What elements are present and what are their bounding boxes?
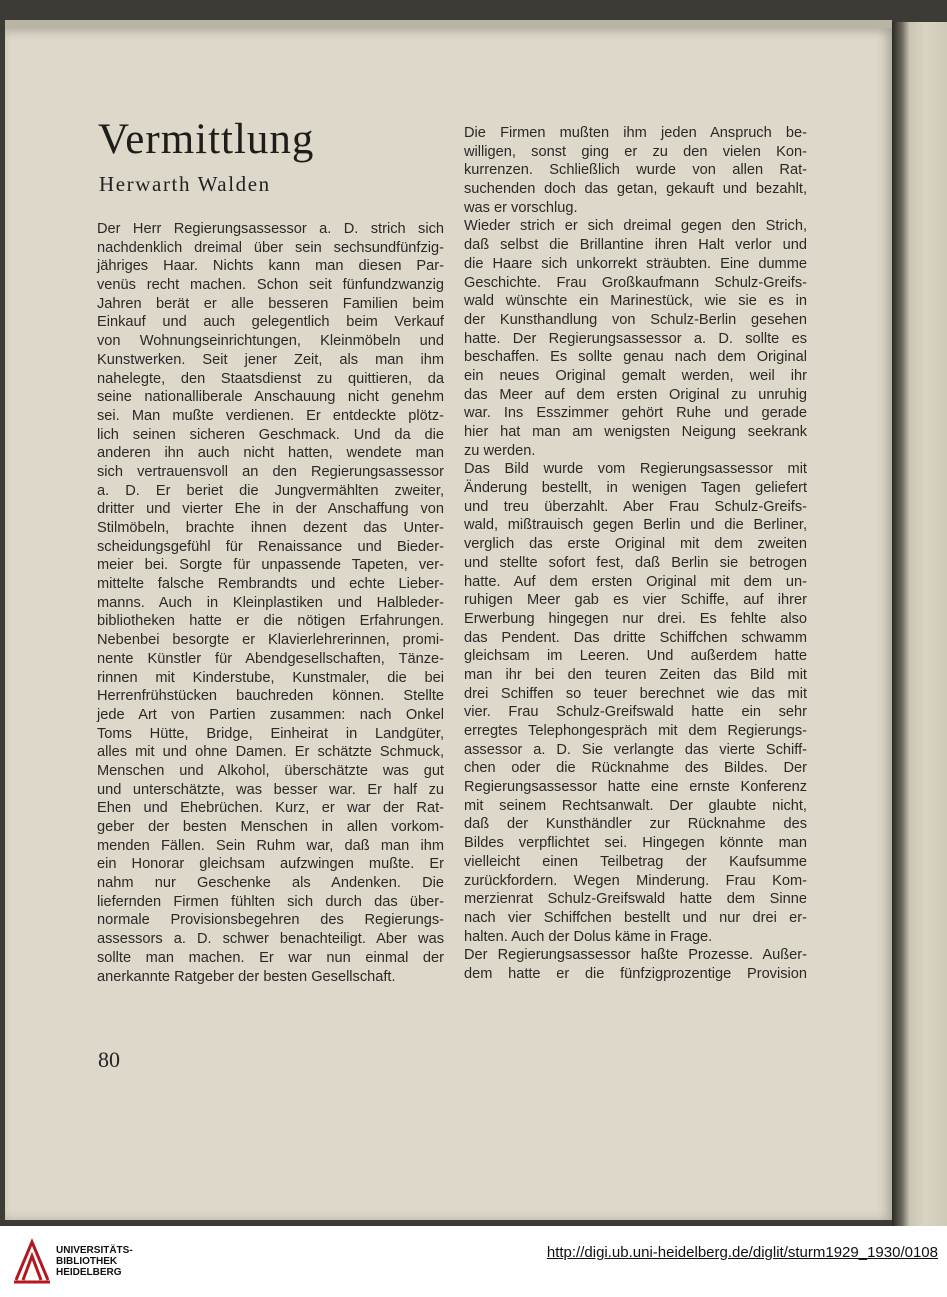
text-line: geber der besten Menschen in allen vorkom- — [97, 819, 444, 835]
text-line: wald, mißtrauisch gegen Berlin und die Berliner, — [464, 517, 807, 534]
text-line: manns. Auch in Kleinplastiken und Halbleder- — [97, 594, 444, 611]
article-title: Vermittlung — [98, 116, 315, 163]
text-line: nahelegte, den Staatsdienst zu quittieren, da — [97, 370, 444, 387]
text-line: Das Bild wurde vom Regierungsassessor mit — [464, 461, 807, 478]
text-line: dem hatte er die fünfzigprozentige Provision — [464, 965, 807, 982]
footer-bar — [0, 1226, 947, 1297]
text-line: kurrenzen. Schließlich wurde von allen Rat- — [464, 162, 807, 179]
text-line: dritter und vierter Ehe in der Anschaffung von — [97, 501, 444, 518]
text-line: anerkannte Ratgeber der besten Gesellschaft. — [97, 968, 396, 985]
text-line: lich seinen sicheren Geschmack. Und da die — [97, 426, 444, 443]
text-line: Regierungsassessor hatte eine ernste Konferenz — [464, 779, 807, 796]
text-line: was er vorschlug. — [464, 199, 578, 216]
text-line: chen oder die Rücknahme des Bildes. Der — [464, 760, 807, 777]
text-line: Menschen und Alkohol, überschätzte was gut — [97, 762, 444, 779]
text-line: menden Fällen. Sein Ruhm war, daß man ihm — [97, 837, 444, 854]
text-line: nach vier Schiffchen bestellt und nur drei er- — [464, 909, 807, 926]
text-line: alles mit und ohne Damen. Er schätzte Schmuck, — [97, 744, 444, 761]
text-line: zu werden. — [464, 442, 536, 459]
text-line: jähriges Haar. Nichts kann man diesen Par- — [97, 258, 444, 275]
text-line: war. Ins Esszimmer gehört Ruhe und gerade — [464, 405, 807, 422]
text-line: wald wünschte ein Marinestück, wie sie es in — [464, 293, 807, 310]
text-line: Toms Hütte, Bridge, Einheirat in Landgüter, — [97, 725, 444, 742]
book-gutter-edge — [892, 22, 947, 1226]
text-line: der Kunsthandlung von Schulz-Berlin gesehen — [464, 311, 807, 328]
library-name-line: BIBLIOTHEK — [56, 1256, 118, 1267]
text-line: normale Provisionsbegehren des Regierungs- — [97, 912, 444, 929]
text-line: hier hat man am wenigsten Neigung seekrank — [464, 424, 807, 440]
text-line: Die Firmen mußten ihm jeden Anspruch be- — [464, 125, 807, 141]
university-library-logo-icon — [12, 1236, 52, 1284]
text-line: halten. Auch der Dolus käme in Frage. — [464, 928, 713, 945]
text-line: assessors a. D. schwer benachteiligt. Aber was — [97, 931, 444, 948]
library-name-line: UNIVERSITÄTS- — [56, 1245, 133, 1256]
source-url-link[interactable]: http://digi.ub.uni-heidelberg.de/diglit/sturm1929_1930/0108 — [546, 1244, 938, 1261]
text-line: merzienrat Schulz-Greifswald hatte dem Sinne — [464, 891, 807, 908]
text-line: das Pendent. Das dritte Schiffchen schwamm — [464, 629, 807, 646]
text-line: suchenden doch das getan, gekauft und bezahlt, — [464, 181, 807, 198]
text-line: Wieder strich er sich dreimal gegen den Strich, — [464, 218, 807, 235]
right-text-column — [464, 124, 807, 984]
text-line: die Haare sich unkorrekt sträubten. Eine dumme — [464, 255, 807, 272]
text-line: gleichsam im Leeren. Und außerdem hatte — [464, 648, 807, 665]
text-line: hatte. Auf dem ersten Original mit dem un- — [464, 573, 807, 590]
text-line: verglich das erste Original mit dem zweiten — [464, 536, 807, 553]
text-line: mit seinem Rechtsanwalt. Der glaubte nicht, — [464, 797, 807, 814]
text-line: drei Schiffen so teuer berechnet wie das mit — [464, 685, 807, 702]
text-line: und unterschätzte, was besser war. Er half zu — [97, 781, 444, 798]
text-line: und treu überzahlt. Aber Frau Schulz-Greifs- — [464, 498, 807, 515]
text-line: von Wohnungseinrichtungen, Kleinmöbeln und — [97, 333, 444, 350]
text-line: sich vertrauensvoll an den Regierungsassessor — [97, 463, 444, 480]
text-line: anderen ihn auch nicht hatten, wendete man — [97, 445, 444, 462]
text-line: Herrenfrühstücken bauchreden können. Stellte — [97, 688, 444, 705]
text-line: Der Regierungsassessor haßte Prozesse. Außer- — [464, 947, 807, 964]
text-line: willigen, sonst ging er zu den vielen Kon- — [464, 143, 807, 160]
text-line: Nebenbei besorgte er Klavierlehrerinnen, promi- — [97, 632, 444, 649]
text-line: und stellte sofort fest, daß Berlin sie betrogen — [464, 554, 807, 571]
text-line: daß selbst die Brillantine ihren Halt verlor und — [464, 237, 807, 254]
text-line: seine nationalliberale Anschauung nicht genehm — [97, 389, 444, 406]
text-line: rinnen mit Kinderstube, Kunstmaler, die bei — [97, 669, 444, 686]
text-line: jede Art von Partien zusammen: nach Onkel — [97, 706, 444, 723]
text-line: Ehen und Ehebrüchen. Kurz, er war der Rat- — [97, 800, 444, 817]
text-line: meier bei. Sorgte für unpassende Tapeten, ver- — [97, 557, 444, 574]
text-line: ein neues Original gemalt werden, weil ihr — [464, 367, 807, 384]
text-line: hatte. Der Regierungsassessor a. D. sollte es — [464, 330, 807, 347]
text-line: sollte man machen. Er war nun einmal der — [97, 949, 444, 966]
text-line: zurückfordern. Wegen Minderung. Frau Kom- — [464, 872, 807, 889]
text-line: nachdenklich dreimal über sein sechsundfünfzig- — [97, 239, 444, 256]
text-line: bibliotheken hatte er die nötigen Erfahrungen. — [97, 613, 444, 630]
text-line: Erwerbung hingegen nur drei. Es fehlte also — [464, 610, 807, 627]
left-text-column — [97, 220, 444, 986]
text-line: Einkauf und auch gelegentlich beim Verkauf — [97, 314, 444, 331]
text-line: vielleicht einen Teilbetrag der Kaufsumme — [464, 853, 807, 870]
text-line: a. D. Er beriet die Jungvermählten zweiter, — [97, 482, 444, 499]
text-line: Jahren berät er alle besseren Familien beim — [97, 295, 444, 312]
text-line: ein Honorar gleichsam aufzwingen mußte. Er — [97, 856, 444, 873]
text-line: Bildes verpflichtet sei. Hingegen könnte man — [464, 835, 807, 852]
text-line: liefernden Firmen fühlten sich durch das über- — [97, 893, 444, 910]
text-line: ruhigen Meer gab es vier Schiffe, auf ihrer — [464, 592, 807, 609]
article-author: Herwarth Walden — [99, 172, 271, 196]
text-line: sei. Man mußte verdienen. Er entdeckte plötz- — [97, 407, 444, 424]
text-line: venüs recht machen. Schon seit fünfundzwanzig — [97, 277, 444, 294]
text-line: scheidungsgefühl für Renaissance und Bieder- — [97, 538, 444, 555]
text-line: erregtes Telephongespräch mit dem Regierungs- — [464, 723, 807, 739]
text-line: Änderung bestellt, in wenigen Tagen geliefert — [464, 480, 807, 497]
library-name — [56, 1245, 133, 1278]
text-line: beschaffen. Es sollte genau nach dem Original — [464, 349, 807, 366]
page-number: 80 — [98, 1047, 120, 1072]
text-line: Stilmöbeln, brachte ihnen dezent das Unter- — [97, 520, 444, 536]
text-line: das Meer auf dem ersten Original zu unruhig — [464, 386, 807, 403]
text-line: daß der Kunsthändler zur Rücknahme des — [464, 816, 807, 833]
text-line: Geschichte. Frau Großkaufmann Schulz-Greifs- — [464, 274, 807, 291]
text-line: Der Herr Regierungsassessor a. D. strich sich — [97, 221, 444, 237]
text-line: mittelte falsche Rembrandts und echte Lieber- — [97, 576, 444, 593]
text-line: nahm nur Geschenke als Andenken. Die — [97, 875, 444, 892]
library-name-line: HEIDELBERG — [56, 1267, 122, 1278]
text-line: vier. Frau Schulz-Greifswald hatte ein sehr — [464, 704, 807, 721]
page-top-edge — [5, 20, 892, 28]
text-line: man ihr bei den teuren Zeiten das Bild mit — [464, 666, 807, 683]
text-line: nente Künstler für Abendgesellschaften, Tänze- — [97, 650, 444, 667]
text-line: assessor a. D. Sie verlangte das vierte Schiff- — [464, 741, 807, 758]
text-line: Kunstwerken. Seit jener Zeit, als man ihm — [97, 351, 444, 368]
